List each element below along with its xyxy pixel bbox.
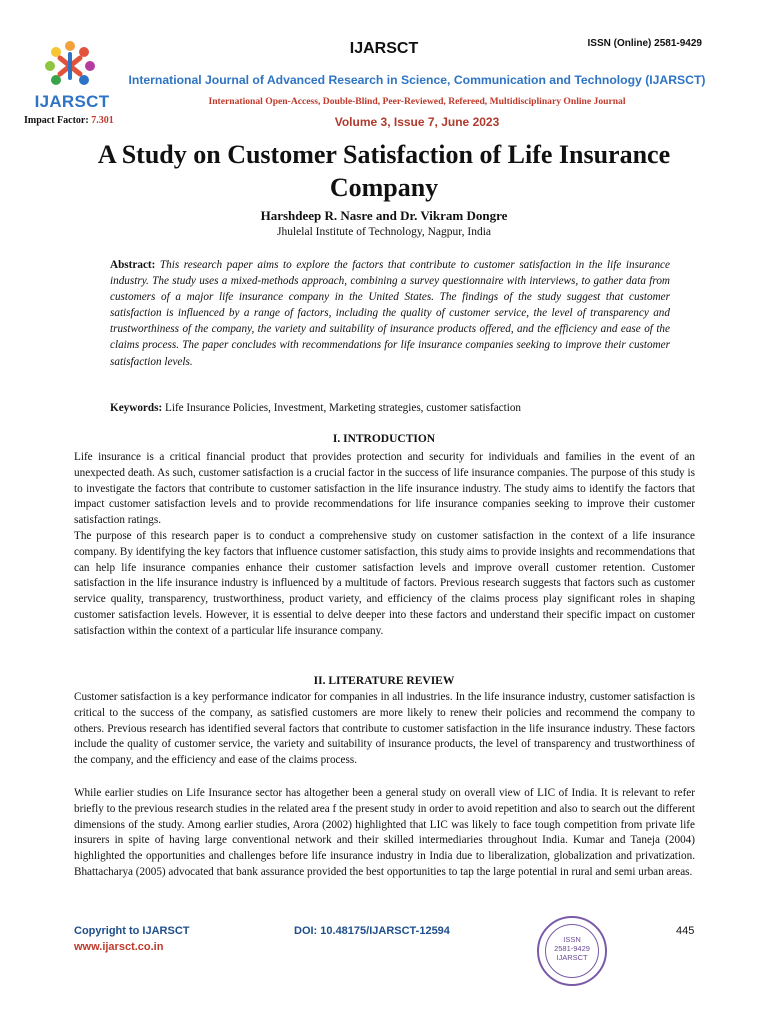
issn-seal	[537, 916, 607, 986]
abstract-label: Abstract:	[110, 259, 156, 271]
footer-website-link[interactable]: www.ijarsct.co.in	[74, 941, 164, 953]
page-number: 445	[676, 925, 695, 937]
journal-full-name: International Journal of Advanced Research in Science, Communication and Technology (IJARSCT)	[128, 73, 706, 87]
literature-paragraph-1: Customer satisfaction is a key performance indicator for companies in all industries. In the life insurance industry, customer satisfaction is critical to the success of the company, as satisfied customers are more likely to renew their policies and recommend the company to others. Previous research has identified several factors that contribute to customer satisfaction in the life insurance industry. These factors include the quality of customer service, the variety and suitability of insurance products, the level of transparency and trustworthiness of the company, and the efficiency and ease of the claims process.	[74, 691, 695, 767]
abstract-text: This research paper aims to explore the factors that contribute to customer satisfaction in the life insurance industry. The study uses a mixed-methods approach, combining a survey questionnaire with interviews, to gather data from customers of a major life insurance company in the United States. The findings of the study suggest that customer satisfaction is influenced by a range of factors, including the quality of customer service, the level of transparency and trustworthiness of the company, the variety and suitability of insurance products offered, and the efficiency and ease of the claims process. The paper concludes with recommendations for life insurance companies seeking to improve their customer satisfaction levels.	[110, 259, 670, 368]
issn-seal-text	[545, 924, 599, 978]
logo-text: IJARSCT	[34, 92, 110, 111]
journal-abbreviation: IJARSCT	[349, 40, 419, 57]
paper-affiliation: Jhulelal Institute of Technology, Nagpur, India	[277, 226, 491, 238]
keywords-text: Life Insurance Policies, Investment, Marketing strategies, customer satisfaction	[162, 402, 522, 414]
paper-authors: Harshdeep R. Nasre and Dr. Vikram Dongre	[260, 208, 508, 223]
seal-line-number: 2581-9429	[554, 944, 590, 953]
introduction-paragraph-1: Life insurance is a critical financial product that provides protection and security for individuals and families in the event of an unexpected death. As such, customer satisfaction is a crucial factor in the success of life insurance companies. The purpose of this study is to investigate the factors that contribute to customer satisfaction in the life insurance industry. The study aims to identify the factors that impact customer satisfaction levels and to provide recommendations for life insurance companies seeking to improve their customer satisfaction ratings.	[74, 451, 695, 527]
seal-line-issn: ISSN	[563, 935, 581, 944]
keywords-label: Keywords:	[110, 402, 163, 414]
volume-issue: Volume 3, Issue 7, June 2023	[334, 115, 500, 129]
journal-subtitle: International Open-Access, Double-Blind, Peer-Reviewed, Refereed, Multidisciplinary Online Journal	[208, 96, 626, 107]
impact-factor-label: Impact Factor:	[24, 115, 89, 126]
impact-factor	[24, 115, 114, 126]
keywords	[110, 402, 670, 414]
paper-title: A Study on Customer Satisfaction of Life Insurance Company	[97, 140, 671, 202]
literature-paragraph-2: While earlier studies on Life Insurance sector has altogether been a general study on overall view of LIC of India. It is relevant to refer briefly to the previous research studies in the related area f the present study in order to avoid repetition and also to search out the different dimensions of the study. Among earlier studies, Arora (2002) highlighted that LIC was likely to face tough competition from private life insurers in spite of having large conventional network and their skilled intermediaries throughout India. Kumar and Taneja (2004) highlighted the opportunities and challenges before life insurance industry in India due to liberalization, globalization and privatization. Bhattacharya (2005) advocated that bank assurance provided the best opportunities to tap the large potential in rural and semi urban areas.	[74, 787, 695, 878]
footer-copyright: Copyright to IJARSCT	[74, 925, 190, 937]
footer-doi: DOI: 10.48175/IJARSCT-12594	[294, 925, 450, 937]
section-heading-introduction: I. INTRODUCTION	[332, 433, 436, 445]
issn-label: ISSN (Online) 2581-9429	[587, 38, 702, 49]
section-heading-literature-review: II. LITERATURE REVIEW	[313, 675, 455, 687]
introduction-paragraph-2: The purpose of this research paper is to conduct a comprehensive study on customer satisfaction in the context of a life insurance company. By identifying the key factors that influence customer satisfaction, this study aims to provide insights and recommendations that can help life insurance companies enhance their customer satisfaction levels and improve overall customer retention. Customer satisfaction in the life insurance industry is influenced by a multitude of factors. Previous research suggests that factors such as customer service quality, transparency, trustworthiness, product variety, and efficiency of the claims process play significant roles in shaping customer satisfaction levels. However, it is essential to delve deeper into these factors and understand their specific impact on customer satisfaction within the context of a particular life insurance company.	[74, 530, 695, 637]
abstract	[110, 257, 670, 370]
impact-factor-value: 7.301	[91, 115, 114, 126]
seal-line-journal: IJARSCT	[556, 953, 588, 962]
